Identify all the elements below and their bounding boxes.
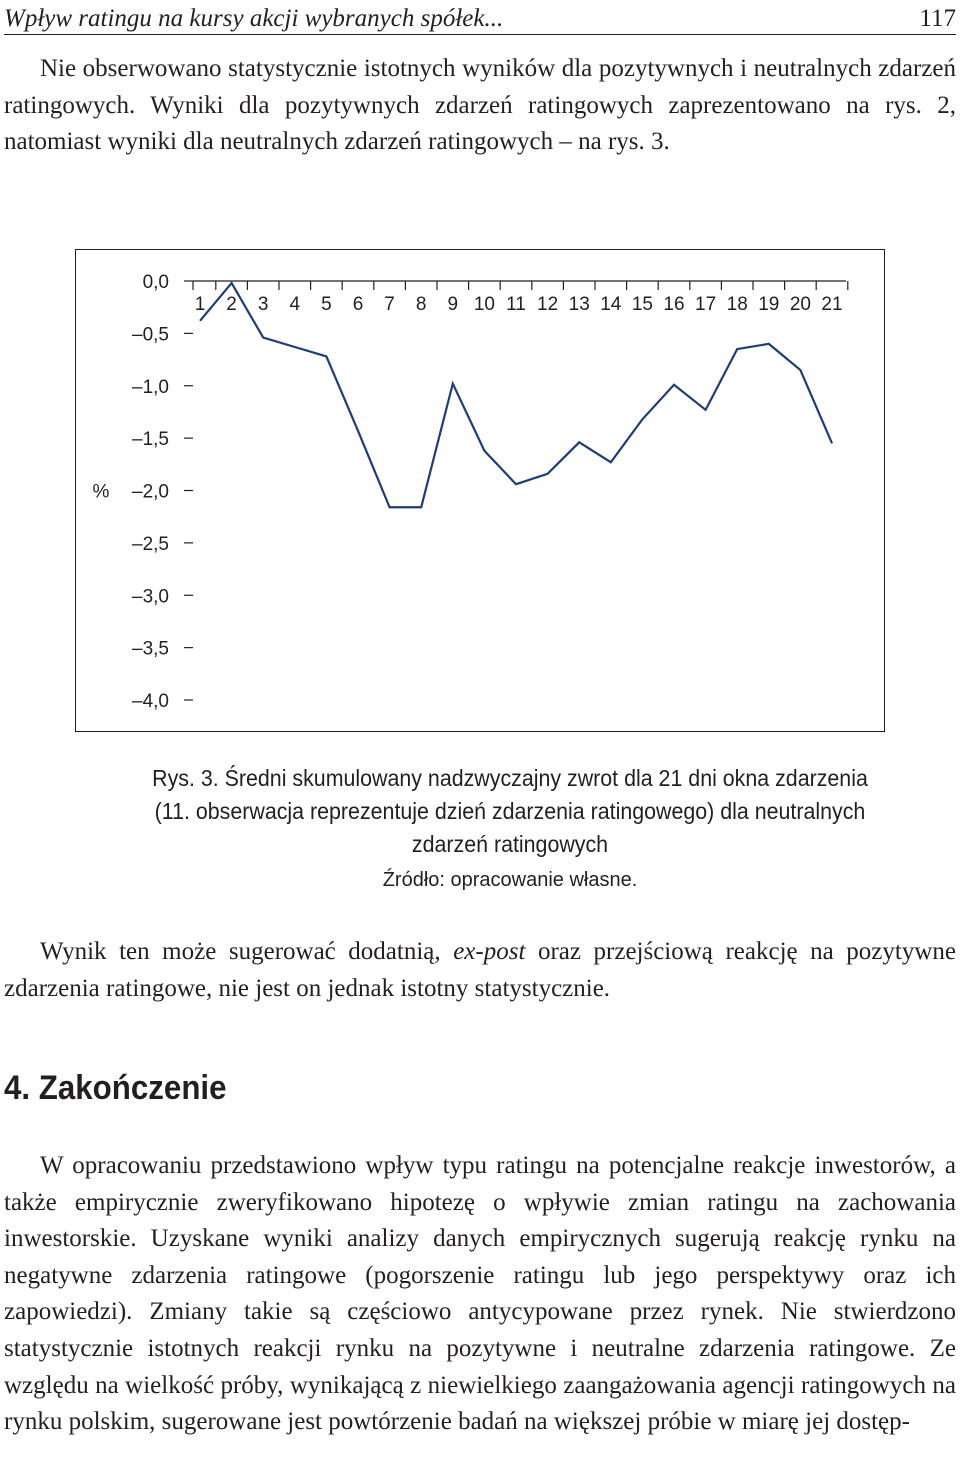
x-tick-label: 1: [194, 294, 206, 315]
x-tick-label: 12: [537, 294, 559, 315]
paragraph-result-start: Wynik ten może sugerować dodatnią,: [40, 938, 454, 965]
x-tick-label: 7: [384, 294, 395, 315]
x-tick-label: 4: [289, 294, 301, 315]
x-tick-label: 10: [473, 294, 495, 315]
running-title: Wpływ ratingu na kursy akcji wybranych spółek...: [4, 5, 504, 32]
x-tick-label: 14: [600, 294, 622, 315]
x-tick-label: 5: [321, 294, 332, 315]
y-tick-label: –3,0: [132, 586, 169, 608]
section-heading: 4. Zakończenie: [4, 1069, 227, 1107]
x-tick-label: 15: [631, 294, 653, 315]
running-header: [4, 0, 956, 35]
x-tick-label: 21: [821, 294, 843, 315]
x-tick-label: 13: [568, 294, 590, 315]
y-tick-label: –1,0: [132, 376, 169, 398]
y-tick-label: –0,5: [132, 324, 169, 346]
x-tick-label: 6: [352, 294, 364, 315]
x-tick-label: 8: [415, 294, 427, 315]
y-tick-label: –3,5: [132, 638, 169, 660]
paragraph-conclusion: W opracowaniu przedstawiono wpływ typu ratingu na potencjalne reakcje inwestorów, a także empirycznie zweryfikowano hipotezę o wpływie zmian ratingu na zachowania inwestorskie. Uzyskane wyniki analizy danych empirycznych sugerują reakcję rynku na negatywne zdarzenia ratingowe (pogorszenie ratingu lub jego perspektywy oraz ich zapowiedzi). Zmiany takie są częściowo antycypowane przez rynek. Nie stwierdzono statystycznie istotnych reakcji rynku na pozytywne i neutralne zdarzenia ratingowe. Ze względu na wielkość próby, wynikającą z niewielkiego zaangażowania agencji ratingowych na rynku polskim, sugerowane jest powtórzenie badań na większej próbie w miarę jej dostęp-: [4, 1152, 956, 1436]
y-tick-label: –2,0: [132, 481, 169, 503]
x-tick-label: 18: [726, 294, 748, 315]
x-axis: [193, 281, 848, 315]
x-tick-label: 17: [695, 294, 717, 315]
paragraph-result-end: oraz przejściową reakcję na pozytywne zdarzenia ratingowe, nie jest on jednak istotny statystycznie.: [4, 938, 956, 1002]
x-tick-label: 2: [226, 294, 237, 315]
chart-frame: [75, 249, 885, 732]
paragraph-intro: Nie obserwowano statystycznie istotnych wyników dla pozytywnych i neutralnych zdarzeń ratingowych. Wyniki dla pozytywnych zdarzeń ratingowych zaprezentowano na rys. 2, natomiast wyniki dla neutralnych zdarzeń ratingowych – na rys. 3.: [4, 55, 956, 156]
figure-caption-line-1: Rys. 3. Średni skumulowany nadzwyczajny zwrot dla 21 dni okna zdarzenia: [152, 765, 868, 791]
figure-caption-line-3: zdarzeń ratingowych: [411, 831, 609, 857]
y-tick-label: –2,5: [132, 533, 169, 555]
figure-source: Źródło: opracowanie własne.: [382, 869, 638, 891]
x-tick-label: 9: [447, 294, 459, 315]
page-number: 117: [919, 5, 956, 32]
x-tick-label: 11: [506, 294, 526, 315]
y-tick-label: –4,0: [132, 691, 169, 712]
figure-caption-line-2: (11. obserwacja reprezentuje dzień zdarzenia ratingowego) dla neutralnych: [154, 798, 866, 824]
paragraph-result-emphasis: ex-post: [453, 938, 526, 965]
y-tick-label: 0,0: [142, 272, 169, 293]
y-axis: [93, 272, 193, 712]
x-tick-label: 20: [789, 294, 811, 315]
paragraph-result: [4, 934, 956, 1007]
x-tick-label: 19: [758, 294, 780, 315]
x-tick-label: 3: [257, 294, 269, 315]
x-tick-label: 16: [663, 294, 685, 315]
series-group: [200, 283, 832, 507]
line-chart: [76, 250, 886, 733]
y-axis-label: %: [92, 481, 110, 503]
y-tick-label: –1,5: [132, 429, 169, 451]
series-line: [200, 283, 832, 507]
